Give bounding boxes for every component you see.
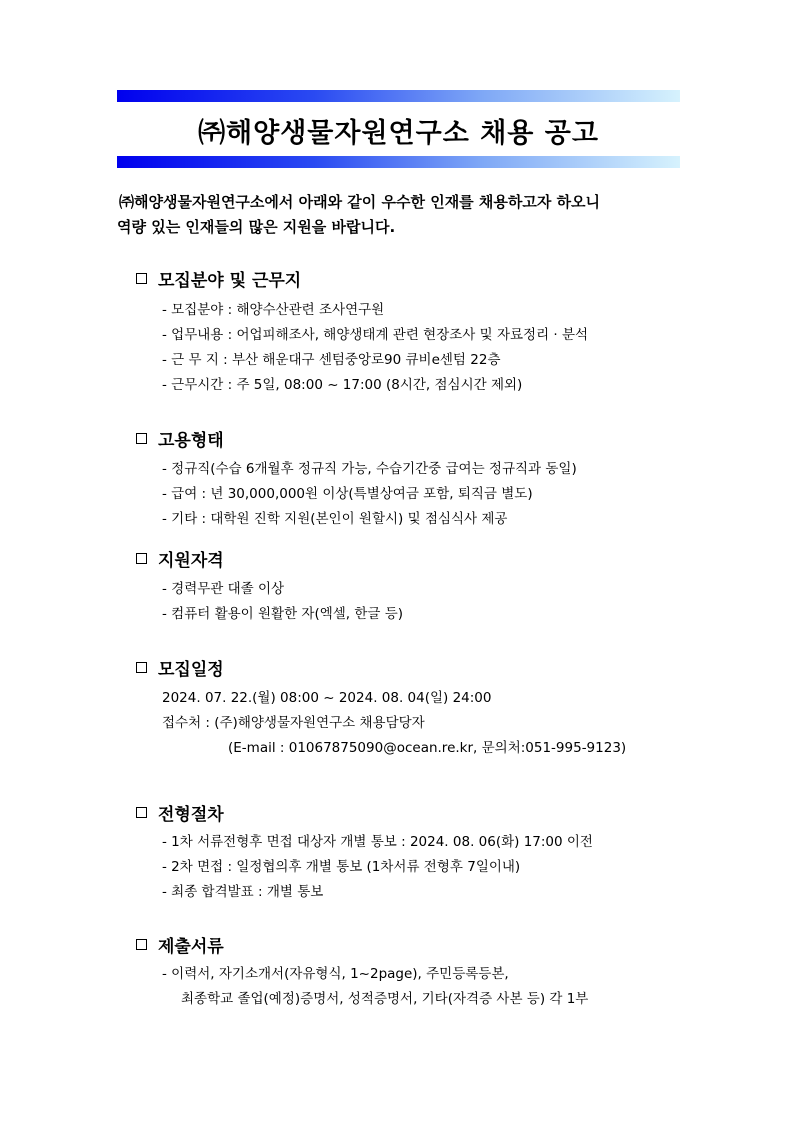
section-title-documents-label: 제출서류: [158, 937, 224, 957]
schedule-email: (E-mail : 01067875090@ocean.re.kr, 문의처:051-995-9123): [228, 740, 627, 756]
section-title-process-label: 전형절차: [158, 805, 224, 825]
section-title-field-label: 모집분야 및 근무지: [158, 271, 302, 291]
list-item-continuation: 최종학교 졸업(예정)증명서, 성적증명서, 기타(자격증 사본 등) 각 1부: [181, 991, 589, 1007]
list-item: - 컴퓨터 활용이 원활한 자(엑셀, 한글 등): [162, 606, 404, 622]
section-title-schedule: [136, 655, 224, 680]
section-title-documents: [136, 932, 224, 957]
checkbox-square-icon: [136, 273, 147, 284]
intro-paragraph: [117, 190, 697, 240]
schedule-contact: 접수처 : (주)해양생물자원연구소 채용담당자: [162, 715, 425, 731]
list-item: - 급여 : 년 30,000,000원 이상(특별상여금 포함, 퇴직금 별도): [162, 486, 533, 502]
list-item: - 2차 면접 : 일정협의후 개별 통보 (1차서류 전형후 7일이내): [162, 859, 521, 875]
checkbox-square-icon: [136, 939, 147, 950]
list-item: - 1차 서류전형후 면접 대상자 개별 통보 : 2024. 08. 06(화) 17:00 이전: [162, 834, 593, 850]
checkbox-square-icon: [136, 553, 147, 564]
list-item: - 경력무관 대졸 이상: [162, 581, 285, 597]
intro-line-2: 역량 있는 인재들의 많은 지원을 바랍니다.: [117, 218, 396, 236]
list-item: - 최종 합격발표 : 개별 통보: [162, 884, 324, 900]
section-title-employment: [136, 426, 224, 451]
section-title-field: [136, 266, 301, 291]
bottom-gradient-band: [117, 156, 680, 168]
documents-list: [162, 962, 588, 1012]
section-title-qualification-label: 지원자격: [158, 551, 224, 571]
employment-list: [162, 457, 577, 532]
list-item: - 정규직(수습 6개월후 정규직 가능, 수습기간중 급여는 정규직과 동일): [162, 461, 577, 477]
checkbox-square-icon: [136, 662, 147, 673]
process-list: [162, 830, 593, 905]
list-item: - 근 무 지 : 부산 해운대구 센텀중앙로90 큐비e센텀 22층: [162, 352, 501, 368]
list-item: - 이력서, 자기소개서(자유형식, 1~2page), 주민등록등본,: [162, 966, 509, 982]
list-item: - 모집분야 : 해양수산관련 조사연구원: [162, 302, 385, 318]
list-item: - 근무시간 : 주 5일, 08:00 ~ 17:00 (8시간, 점심시간 제외): [162, 377, 523, 393]
schedule-list: [162, 686, 626, 761]
qualification-list: [162, 577, 403, 627]
page-title: ㈜해양생물자원연구소 채용 공고: [198, 118, 599, 149]
checkbox-square-icon: [136, 807, 147, 818]
list-item: - 기타 : 대학원 진학 지원(본인이 원할시) 및 점심식사 제공: [162, 511, 508, 527]
checkbox-square-icon: [136, 433, 147, 444]
top-gradient-band: [117, 90, 680, 102]
section-title-process: [136, 800, 224, 825]
section-title-schedule-label: 모집일정: [158, 660, 224, 680]
list-item: - 업무내용 : 어업피해조사, 해양생태계 관련 현장조사 및 자료정리 · 분석: [162, 327, 589, 343]
field-list: [162, 298, 588, 398]
schedule-period: 2024. 07. 22.(월) 08:00 ~ 2024. 08. 04(일) 24:00: [162, 690, 492, 706]
section-title-employment-label: 고용형태: [158, 431, 224, 451]
section-title-qualification: [136, 546, 224, 571]
intro-line-1: ㈜해양생물자원연구소에서 아래와 같이 우수한 인재를 채용하고자 하오니: [119, 193, 601, 211]
